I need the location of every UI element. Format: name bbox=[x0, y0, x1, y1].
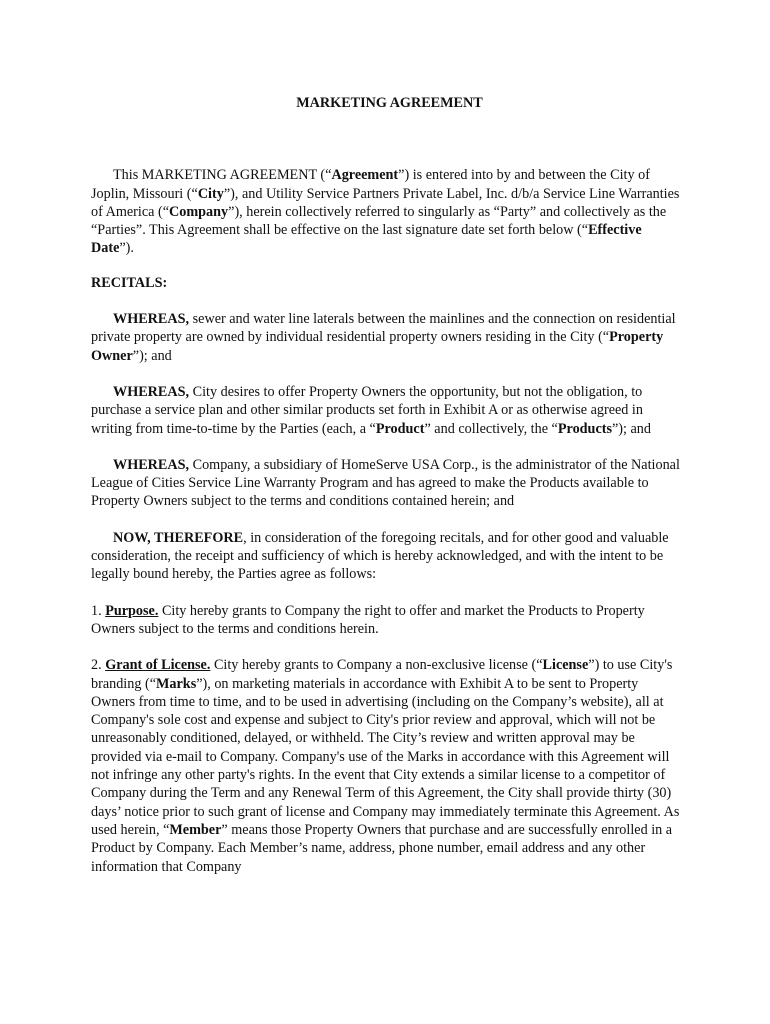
document-title: MARKETING AGREEMENT bbox=[296, 95, 483, 111]
section-2-text-1: City hereby grants to Company a non-exclusive license (“ bbox=[210, 657, 543, 674]
section-2-term-marks: Marks bbox=[156, 675, 197, 692]
whereas2-term-product: Product bbox=[375, 420, 425, 437]
intro-text-3: ”), and Utility Service Partners Private Label, Inc. d/b/a Service Line Warranties of America (“ bbox=[91, 185, 680, 220]
intro-term-effective-date: Effective Date bbox=[91, 222, 642, 257]
section-2-heading: Grant of License. bbox=[105, 657, 211, 674]
section-2-text-3: ”), on marketing materials in accordance with Exhibit A to be sent to Property Owners from time to time, and to be used in advertising (including on the Company’s website), all at Company's sole cost and expense and subject to City's prior review and approval, which will not be unreasonably conditioned, delayed, or withheld. The City’s review and written approval may be provided via e-mail to Company. Company's use of the Marks in accordance with this Agreement will not infringe any other party's rights. In the event that City extends a similar license to a competitor of Company during the Term and any Renewal Term of this Agreement, the City shall provide thirty (30) days’ notice prior to such grant of license and Company may immediately terminate this Agreement. As used herein, “ bbox=[91, 675, 680, 838]
intro-text-1: This MARKETING AGREEMENT (“ bbox=[113, 167, 332, 184]
whereas1-text-1: sewer and water line laterals between the mainlines and the connection on residential private property are owned by individual residential property owners residing in the City (“ bbox=[91, 311, 676, 346]
whereas1-text-2: ”); and bbox=[132, 347, 172, 364]
whereas2-text-1: City desires to offer Property Owners the opportunity, but not the obligation, to purchase a service plan and other similar products set forth in Exhibit A or as otherwise agreed in writing from time-to-time by the Parties (each, a “ bbox=[91, 383, 643, 437]
now-therefore-text: , in consideration of the foregoing recitals, and for other good and valuable consideration, the receipt and sufficiency of which is hereby acknowledged, and with the intent to be legally bound hereby, the Parties agree as follows: bbox=[91, 529, 669, 583]
section-1-purpose bbox=[91, 602, 684, 639]
intro-term-agreement: Agreement bbox=[331, 167, 399, 184]
whereas1-term-property-owner: Property Owner bbox=[91, 329, 664, 364]
now-therefore-paragraph bbox=[91, 529, 684, 584]
section-1-number: 1. bbox=[91, 602, 106, 619]
whereas2-text-2: ” and collectively, the “ bbox=[424, 420, 558, 437]
whereas-paragraph-3 bbox=[91, 456, 684, 511]
whereas2-text-3: ”); and bbox=[611, 420, 651, 437]
whereas2-term-products: Products bbox=[557, 420, 612, 437]
intro-text-5: ”). bbox=[119, 240, 134, 257]
section-2-term-member: Member bbox=[169, 821, 222, 838]
whereas-keyword: WHEREAS, bbox=[113, 456, 190, 473]
section-1-heading: Purpose. bbox=[105, 602, 159, 619]
intro-text-4: ”), herein collectively referred to singularly as “Party” and collectively as the “Parties”. This Agreement shall be effective on the last signature date set forth below (“ bbox=[91, 203, 667, 239]
section-2-number: 2. bbox=[91, 657, 106, 674]
intro-term-city: City bbox=[197, 185, 224, 202]
whereas-keyword: WHEREAS, bbox=[113, 383, 190, 400]
section-2-term-license: License bbox=[542, 657, 589, 674]
section-2-text-4: ” means those Property Owners that purchase and are successfully enrolled in a Product by Company. Each Member’s name, address, phone number, email address and any other information that Company bbox=[91, 821, 673, 875]
intro-paragraph bbox=[91, 166, 684, 257]
whereas-paragraph-1 bbox=[91, 310, 684, 365]
whereas3-text-1: Company, a subsidiary of HomeServe USA Corp., is the administrator of the National League of Cities Service Line Warranty Program and has agreed to make the Products available to Property Owners subject to the terms and conditions contained herein; and bbox=[91, 456, 680, 510]
recitals-heading: RECITALS: bbox=[91, 274, 168, 291]
now-therefore-keyword: NOW, THEREFORE bbox=[113, 529, 244, 546]
section-1-text: City hereby grants to Company the right to offer and market the Products to Property Owners subject to the terms and conditions herein. bbox=[91, 602, 645, 637]
section-2-grant-of-license bbox=[91, 656, 684, 876]
intro-text-2: ”) is entered into by and between the City of Joplin, Missouri (“ bbox=[91, 167, 650, 202]
intro-term-company: Company bbox=[169, 203, 229, 220]
whereas-keyword: WHEREAS, bbox=[113, 311, 190, 328]
section-2-text-2: ”) to use City's branding (“ bbox=[91, 657, 673, 692]
whereas-paragraph-2 bbox=[91, 383, 684, 438]
